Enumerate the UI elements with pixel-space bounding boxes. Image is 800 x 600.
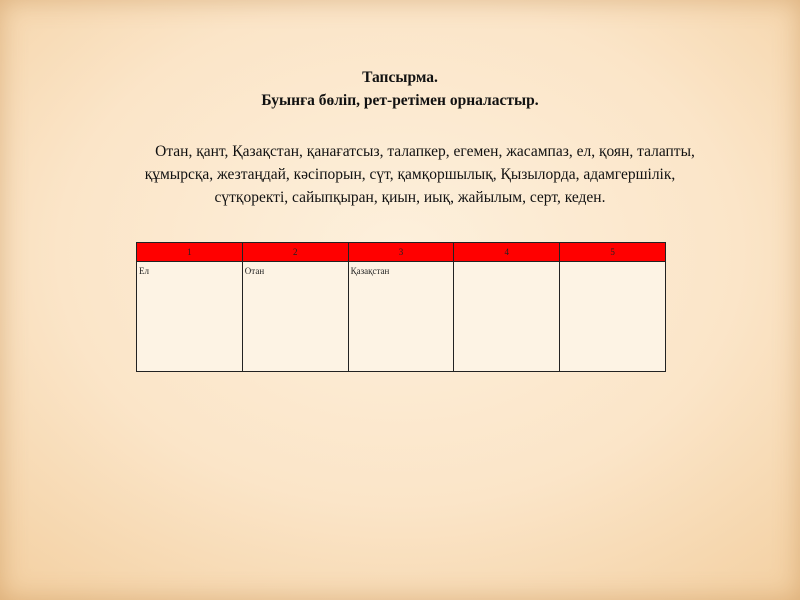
column-header-4: 4 <box>454 243 560 262</box>
word-list-line-1: Отан, қант, Қазақстан, қанағатсыз, талапкер, егемен, жасампаз, ел, қоян, талапты, <box>155 143 695 160</box>
syllable-table <box>136 242 666 372</box>
column-header-5: 5 <box>560 243 666 262</box>
column-header-1: 1 <box>137 243 243 262</box>
slide-subtitle: Буынға бөліп, рет-ретімен орналастыр. <box>261 92 539 109</box>
table-row <box>137 262 666 372</box>
word-list-line-2: құмырсқа, жезтаңдай, кәсіпорын, сүт, қамқоршылық, Қызылорда, адамгершілік, <box>144 166 676 183</box>
slide-heading <box>0 66 800 112</box>
table-cell-4 <box>454 262 560 372</box>
table-cell-2: Отан <box>242 262 348 372</box>
slide-title: Тапсырма. <box>362 69 438 86</box>
column-header-3: 3 <box>348 243 454 262</box>
table-header-row <box>137 243 666 262</box>
column-header-2: 2 <box>242 243 348 262</box>
table-cell-3: Қазақстан <box>348 262 454 372</box>
word-list <box>50 140 770 209</box>
word-list-line-3: сүтқоректі, сайыпқыран, қиын, иық, жайылым, серт, кеден. <box>214 189 606 206</box>
table-cell-1: Ел <box>137 262 243 372</box>
table-cell-5 <box>560 262 666 372</box>
